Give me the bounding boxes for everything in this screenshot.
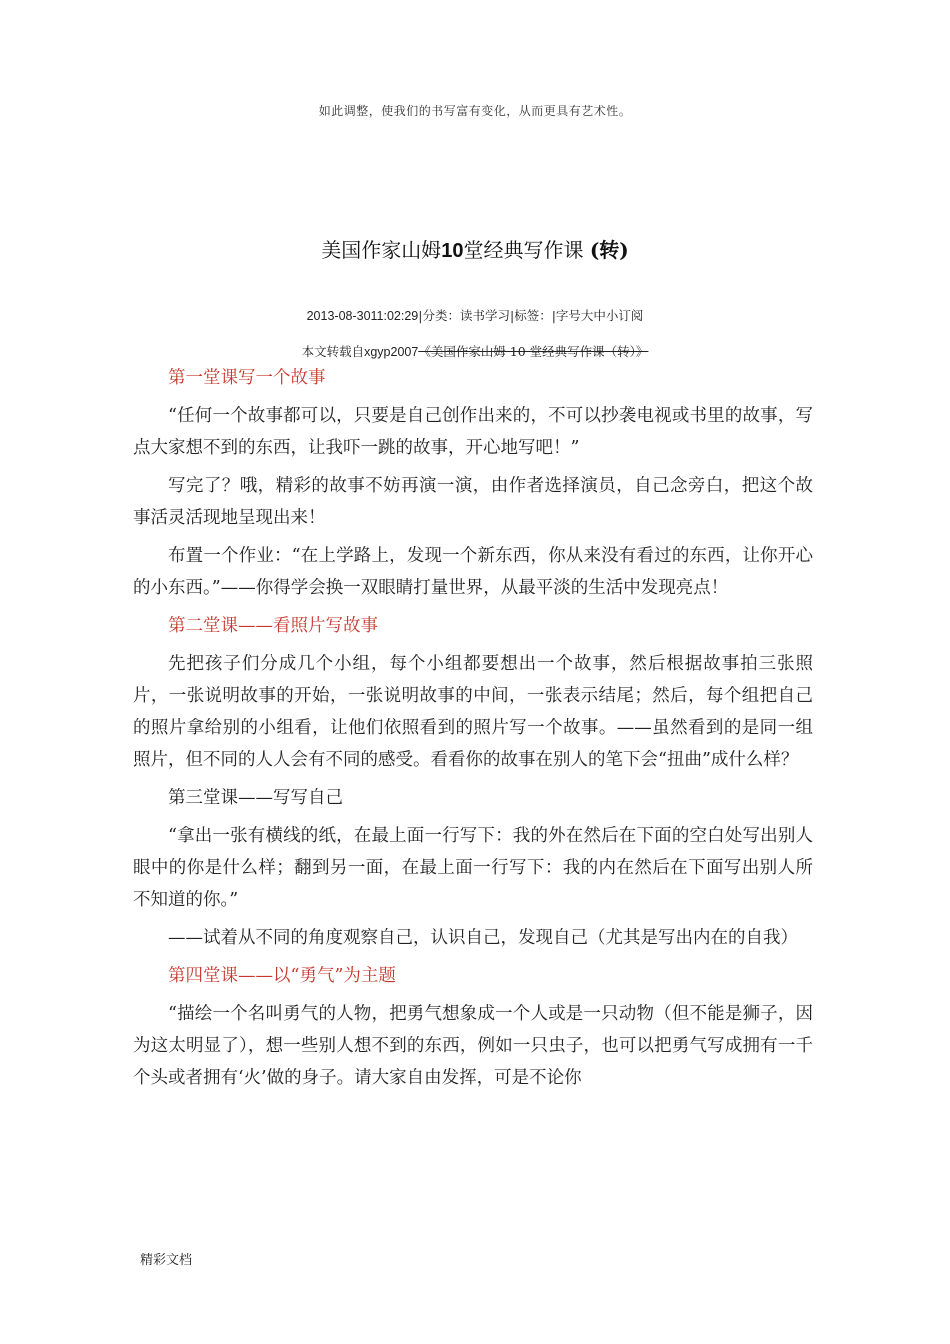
section-heading-1: 第一堂课写一个故事 bbox=[168, 368, 326, 388]
source-user-link[interactable]: xgyp2007 bbox=[364, 345, 419, 359]
title-middle: 堂经典写作课 bbox=[463, 238, 584, 262]
top-note: 如此调整，使我们的书写富有变化，从而更具有艺术性。 bbox=[318, 104, 632, 118]
title-suffix: (转) bbox=[589, 238, 629, 262]
article-body bbox=[133, 362, 813, 1100]
title-prefix: 美国作家山姆 bbox=[321, 238, 442, 262]
article-title bbox=[0, 234, 950, 263]
paragraph: ——试着从不同的角度观察自己，认识自己，发现自己（尤其是写出内在的自我） bbox=[168, 928, 798, 948]
section-heading-2: 第二堂课——看照片写故事 bbox=[168, 616, 378, 636]
section-heading-3: 第三堂课——写写自己 bbox=[168, 788, 343, 808]
source-line bbox=[0, 342, 950, 360]
paragraph: 先把孩子们分成几个小组，每个小组都要想出一个故事，然后根据故事拍三张照片，一张说明故事的开始，一张说明故事的中间，一张表示结尾；然后，每个组把自己的照片拿给别的小组看，让他们依照看到的照片写一个故事。——虽然看到的是同一组照片，但不同的人人会有不同的感受。看看你的故事在别人的笔下会“扭曲”成什么样？ bbox=[133, 654, 813, 770]
source-prefix: 本文转载自 bbox=[301, 344, 365, 359]
paragraph: “描绘一个名叫勇气的人物，把勇气想象成一个人或是一只动物（但不能是狮子，因为这太明显了），想一些别人想不到的东西，例如一只虫子，也可以把勇气写成拥有一千个头或者拥有‘火’做的身子。请大家自由发挥，可是不论你 bbox=[133, 1004, 813, 1088]
article-meta bbox=[0, 306, 950, 324]
paragraph: 写完了？哦，精彩的故事不妨再演一演，由作者选择演员，自己念旁白，把这个故事活灵活现地呈现出来！ bbox=[133, 476, 813, 528]
paragraph: “任何一个故事都可以，只要是自己创作出来的，不可以抄袭电视或书里的故事，写点大家想不到的东西，让我吓一跳的故事，开心地写吧！” bbox=[133, 406, 813, 458]
meta-date: 2013-08-3011:02:29 bbox=[306, 309, 419, 323]
source-article-link[interactable]: 《美国作家山姆 10 堂经典写作课（转）》 bbox=[418, 344, 649, 359]
paragraph: “拿出一张有横线的纸，在最上面一行写下：我的外在然后在下面的空白处写出别人眼中的你是什么样；翻到另一面，在最上面一行写下：我的内在然后在下面写出别人所不知道的你。” bbox=[133, 826, 813, 910]
section-heading-4: 第四堂课——以“勇气”为主题 bbox=[168, 966, 396, 986]
meta-categories[interactable]: |分类：读书学习|标签：|字号大中小订阅 bbox=[418, 308, 644, 323]
title-number: 10 bbox=[441, 240, 464, 262]
footer-label: 精彩文档 bbox=[140, 1253, 193, 1268]
paragraph: 布置一个作业：“在上学路上，发现一个新东西，你从来没有看过的东西，让你开心的小东西。”——你得学会换一双眼睛打量世界，从最平淡的生活中发现亮点！ bbox=[133, 546, 813, 598]
